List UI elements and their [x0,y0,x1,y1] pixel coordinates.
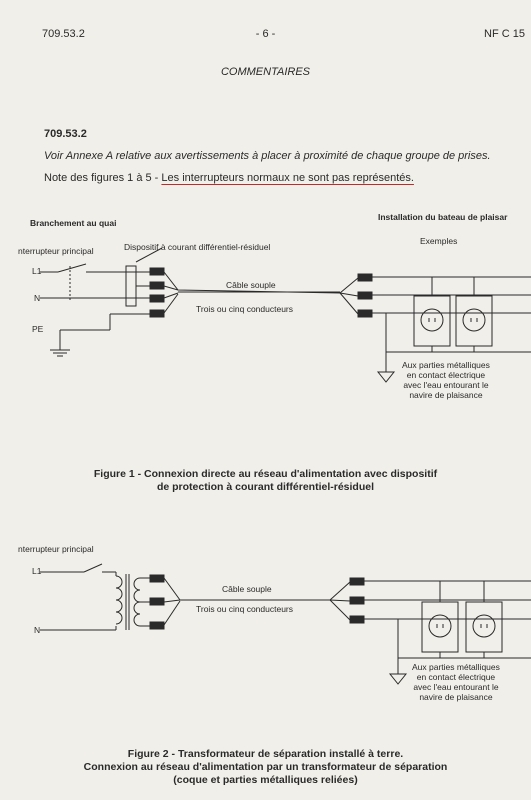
fig2-label-main-switch: nterrupteur principal [18,544,94,554]
fig2-caption-line: Figure 2 - Transformateur de séparation installé à terre. [127,748,404,760]
note-prefix: Note des figures 1 à 5 - [44,172,162,184]
fig1-metal-line: en contact électrique [406,370,486,380]
fig1-label-n: N [34,293,41,303]
header-clause-ref: 709.53.2 [42,28,85,40]
figure1-caption [0,468,531,494]
fig2-label-conductors: Trois ou cinq conducteurs [196,604,294,614]
clause-number: 709.53.2 [44,128,87,140]
fig2-label-n: N [34,625,41,635]
fig2-label-l1: L1 [32,566,42,576]
section-title: COMMENTAIRES [220,66,311,78]
fig1-label-l1: L1 [32,266,42,276]
clause-text: Voir Annexe A relative aux avertissements à placer à proximité de chaque groupe de prises. [44,150,491,162]
fig2-caption-line: (coque et parties métalliques reliées) [173,774,358,786]
fig1-label-rcd: Dispositif à courant différentiel-résiduel [124,242,271,252]
note-highlight: Les interrupteurs normaux ne sont pas représentés. [161,172,414,184]
fig1-label-quay: Branchement au quai [30,218,117,228]
fig2-metal-line: Aux parties métalliques [412,662,500,672]
fig1-metal-line: navire de plaisance [409,390,483,400]
fig2-metal-parts-note [412,662,500,702]
fig2-caption-line: Connexion au réseau d'alimentation par un transformateur de séparation [83,761,448,773]
fig2-label-cable: Câble souple [222,584,272,594]
fig2-metal-line: navire de plaisance [419,692,493,702]
fig2-metal-line: en contact électrique [416,672,496,682]
fig1-metal-parts-note [402,360,490,400]
fig1-label-main-switch: nterrupteur principal [18,246,94,256]
fig1-caption-line: Figure 1 - Connexion directe au réseau d'alimentation avec dispositif [93,468,438,480]
fig1-label-pe: PE [32,324,44,334]
header-page-number: - 6 - [255,28,276,40]
fig1-label-boat: Installation du bateau de plaisar [378,212,508,222]
header-standard: NF C 15 [484,28,525,40]
figure2-caption [0,748,531,787]
fig1-label-conductors: Trois ou cinq conducteurs [196,304,294,314]
fig1-label-examples: Exemples [420,236,458,246]
fig1-caption-line: de protection à courant différentiel-résiduel [156,481,375,493]
fig2-metal-line: avec l'eau entourant le [413,682,499,692]
fig1-metal-line: avec l'eau entourant le [403,380,489,390]
fig1-metal-line: Aux parties métalliques [402,360,490,370]
fig1-label-cable: Câble souple [226,280,276,290]
